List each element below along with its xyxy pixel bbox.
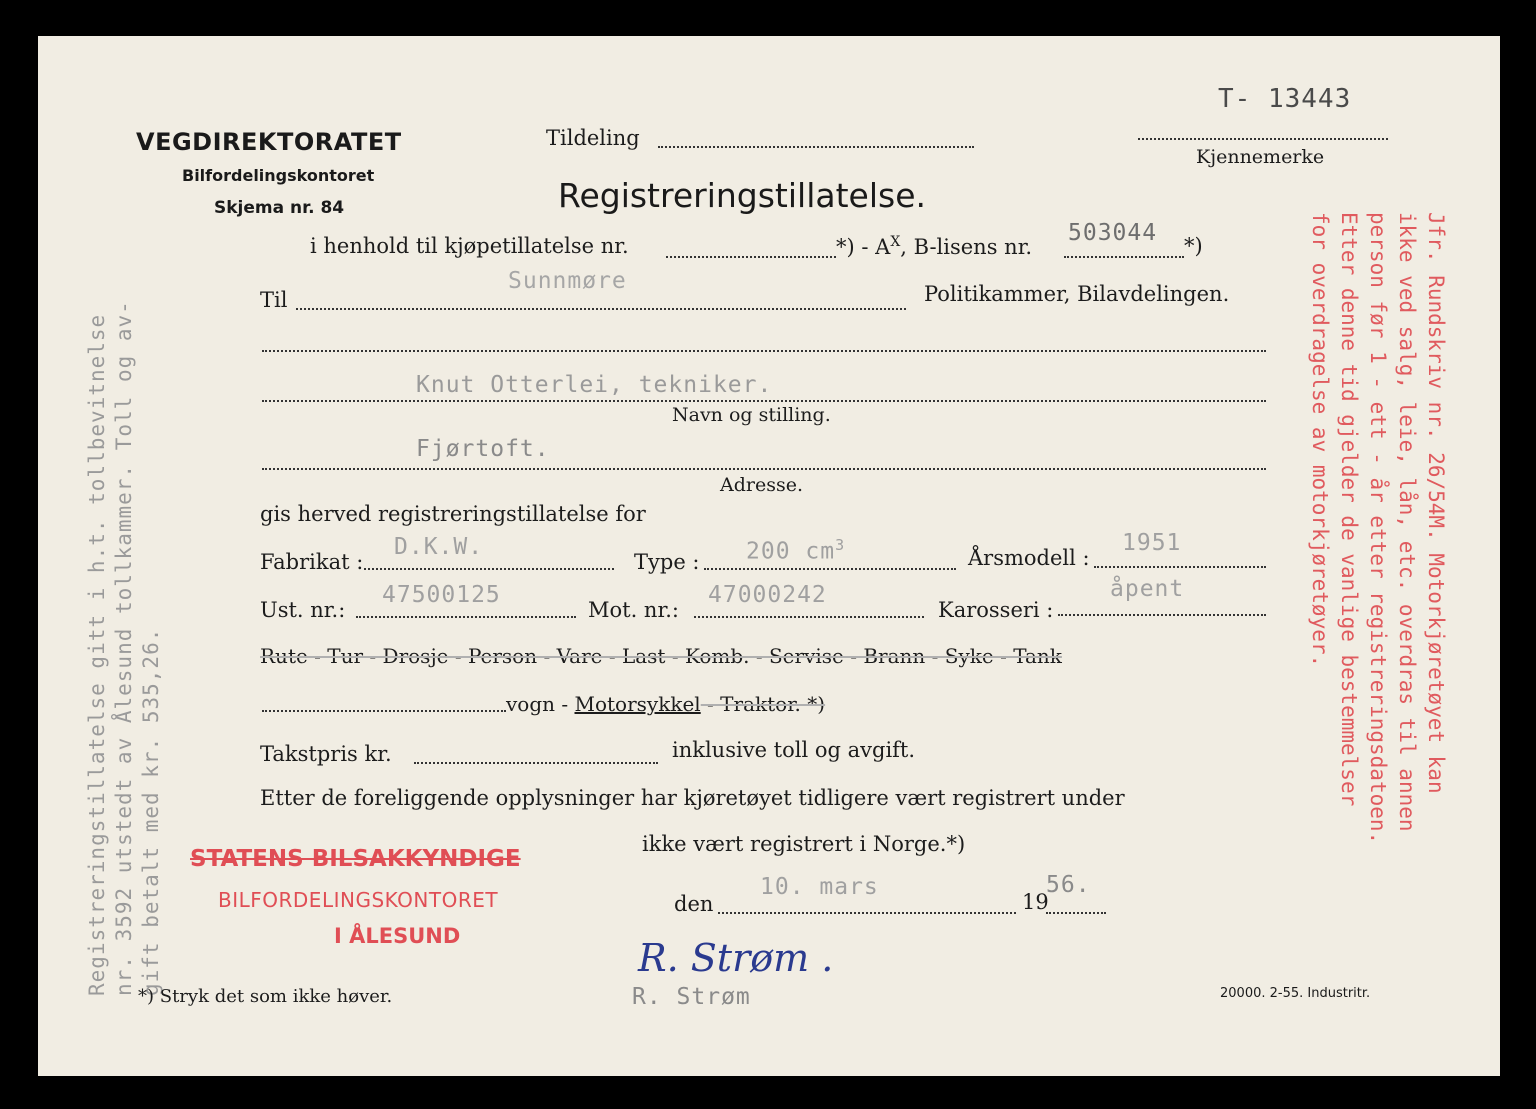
lisens-line bbox=[1064, 256, 1184, 258]
tildeling-line bbox=[658, 146, 974, 148]
adresse-value: Fjørtoft. bbox=[416, 436, 550, 462]
stamp-line-2: BILFORDELINGSKONTORET bbox=[218, 888, 499, 912]
side-red-line: person før 1 - ett - år etter registreringsdatoen. bbox=[1366, 212, 1390, 845]
side-typed-line: gift betalt med kr. 535,26. bbox=[139, 627, 163, 996]
navn-line bbox=[262, 400, 1266, 402]
side-red-line: Jfr. Rundskriv nr. 26/54M. Motorkjøretøyet kan bbox=[1424, 212, 1448, 794]
ust-label: Ust. nr.: bbox=[260, 598, 346, 622]
til-value: Sunnmøre bbox=[508, 268, 627, 294]
ust-line bbox=[356, 616, 576, 618]
type-value bbox=[746, 536, 845, 565]
type-value-text: 200 cm bbox=[746, 538, 836, 565]
karosseri-line bbox=[1058, 614, 1266, 616]
date-value: 10. mars bbox=[760, 874, 879, 900]
footnote: *) Stryk det som ikke høver. bbox=[138, 986, 393, 1007]
karosseri-value: åpent bbox=[1110, 576, 1185, 602]
blank-line bbox=[262, 350, 1266, 352]
form-number: Skjema nr. 84 bbox=[214, 198, 345, 218]
takstpris-line bbox=[414, 762, 658, 764]
side-red-line: ikke ved salg, leie, lån, etc. overdras til annen bbox=[1395, 212, 1419, 832]
fabrikat-line bbox=[364, 568, 614, 570]
vehicle-categories: Rute - Tur - Drosje - Person - Vare - Last - Komb. - Servise - Brann - Syke - Tank bbox=[260, 644, 1062, 668]
adresse-label: Adresse. bbox=[720, 474, 803, 496]
lisens-b: , B-lisens nr. bbox=[900, 235, 1033, 259]
year-line bbox=[1046, 912, 1106, 914]
adresse-line bbox=[262, 468, 1266, 470]
mot-line bbox=[694, 616, 924, 618]
side-red-line: Etter denne tid gjelder de vanlige bestemmelser bbox=[1337, 212, 1361, 807]
vogn-row bbox=[506, 692, 825, 716]
side-typed-line: Registreringstillatelse gitt i h.t. tollbevitnelse bbox=[85, 313, 109, 996]
office-name: Bilfordelingskontoret bbox=[182, 166, 375, 185]
vogn-line bbox=[262, 710, 506, 712]
handwritten-signature: R. Strøm . bbox=[638, 936, 834, 980]
type-value-sup: 3 bbox=[835, 536, 846, 554]
side-red-stamp bbox=[1305, 212, 1450, 844]
politikammer-label: Politikammer, Bilavdelingen. bbox=[924, 282, 1230, 306]
document-page bbox=[38, 36, 1500, 1076]
printer-mark: 20000. 2-55. Industritr. bbox=[1220, 986, 1371, 1001]
lisens-suffix: *) bbox=[1184, 234, 1203, 258]
navn-label: Navn og stilling. bbox=[672, 404, 831, 426]
lisens-value: 503044 bbox=[1068, 220, 1158, 246]
fabrikat-value: D.K.W. bbox=[394, 534, 484, 560]
arsmodell-line bbox=[1094, 566, 1266, 568]
kjopetillatelse-label: i henhold til kjøpetillatelse nr. bbox=[310, 234, 629, 258]
arsmodell-label: Årsmodell : bbox=[968, 546, 1090, 570]
typed-signature: R. Strøm bbox=[632, 984, 751, 1010]
lisens-a: *) - A bbox=[836, 235, 891, 259]
stamp-line-1: STATENS BILSAKKYNDIGE bbox=[190, 846, 521, 872]
fabrikat-label: Fabrikat : bbox=[260, 550, 364, 574]
stamp-line-3: I ÅLESUND bbox=[334, 924, 461, 948]
type-line bbox=[704, 568, 956, 570]
year-prefix: 19 bbox=[1022, 890, 1049, 914]
lisens-label bbox=[836, 234, 1032, 259]
side-typed-line: nr. 3592 utstedt av Ålesund tollkammer. Toll og av- bbox=[112, 300, 136, 996]
inklusive-label: inklusive toll og avgift. bbox=[672, 738, 916, 762]
vogn-label: vogn - bbox=[506, 692, 575, 716]
serial-number: T- 13443 bbox=[1218, 84, 1352, 114]
document-title: Registreringstillatelse. bbox=[558, 176, 926, 215]
org-name: VEGDIREKTORATET bbox=[136, 128, 402, 156]
side-typed-note bbox=[84, 300, 165, 996]
til-line bbox=[296, 308, 906, 310]
mot-label: Mot. nr.: bbox=[588, 598, 679, 622]
year-value: 56. bbox=[1046, 872, 1091, 898]
arsmodell-value: 1951 bbox=[1122, 530, 1182, 556]
kjennemerke-line bbox=[1138, 138, 1388, 140]
etter-label: Etter de foreliggende opplysninger har kjøretøyet tidligere vært registrert under bbox=[260, 786, 1125, 810]
den-label: den bbox=[674, 892, 714, 916]
motorsykkel-label: Motorsykkel bbox=[574, 692, 701, 716]
mot-value: 47000242 bbox=[708, 582, 827, 608]
karosseri-label: Karosseri : bbox=[938, 598, 1054, 622]
kjopetillatelse-line bbox=[666, 256, 836, 258]
kjennemerke-label: Kjennemerke bbox=[1196, 146, 1325, 168]
date-line bbox=[718, 912, 1016, 914]
til-label: Til bbox=[260, 288, 288, 312]
lisens-a-strike: X bbox=[890, 234, 901, 250]
ust-value: 47500125 bbox=[382, 582, 501, 608]
traktor-label: - Traktor. *) bbox=[700, 692, 826, 716]
ikke-registrert-label: ikke vært registrert i Norge.*) bbox=[642, 832, 966, 856]
navn-value: Knut Otterlei, tekniker. bbox=[416, 372, 773, 398]
type-label: Type : bbox=[634, 550, 700, 574]
side-red-line: for overdragelse av motorkjøretøyer. bbox=[1308, 212, 1332, 668]
gis-herved-label: gis herved registreringstillatelse for bbox=[260, 502, 646, 526]
takstpris-label: Takstpris kr. bbox=[260, 742, 392, 766]
tildeling-label: Tildeling bbox=[546, 126, 640, 150]
